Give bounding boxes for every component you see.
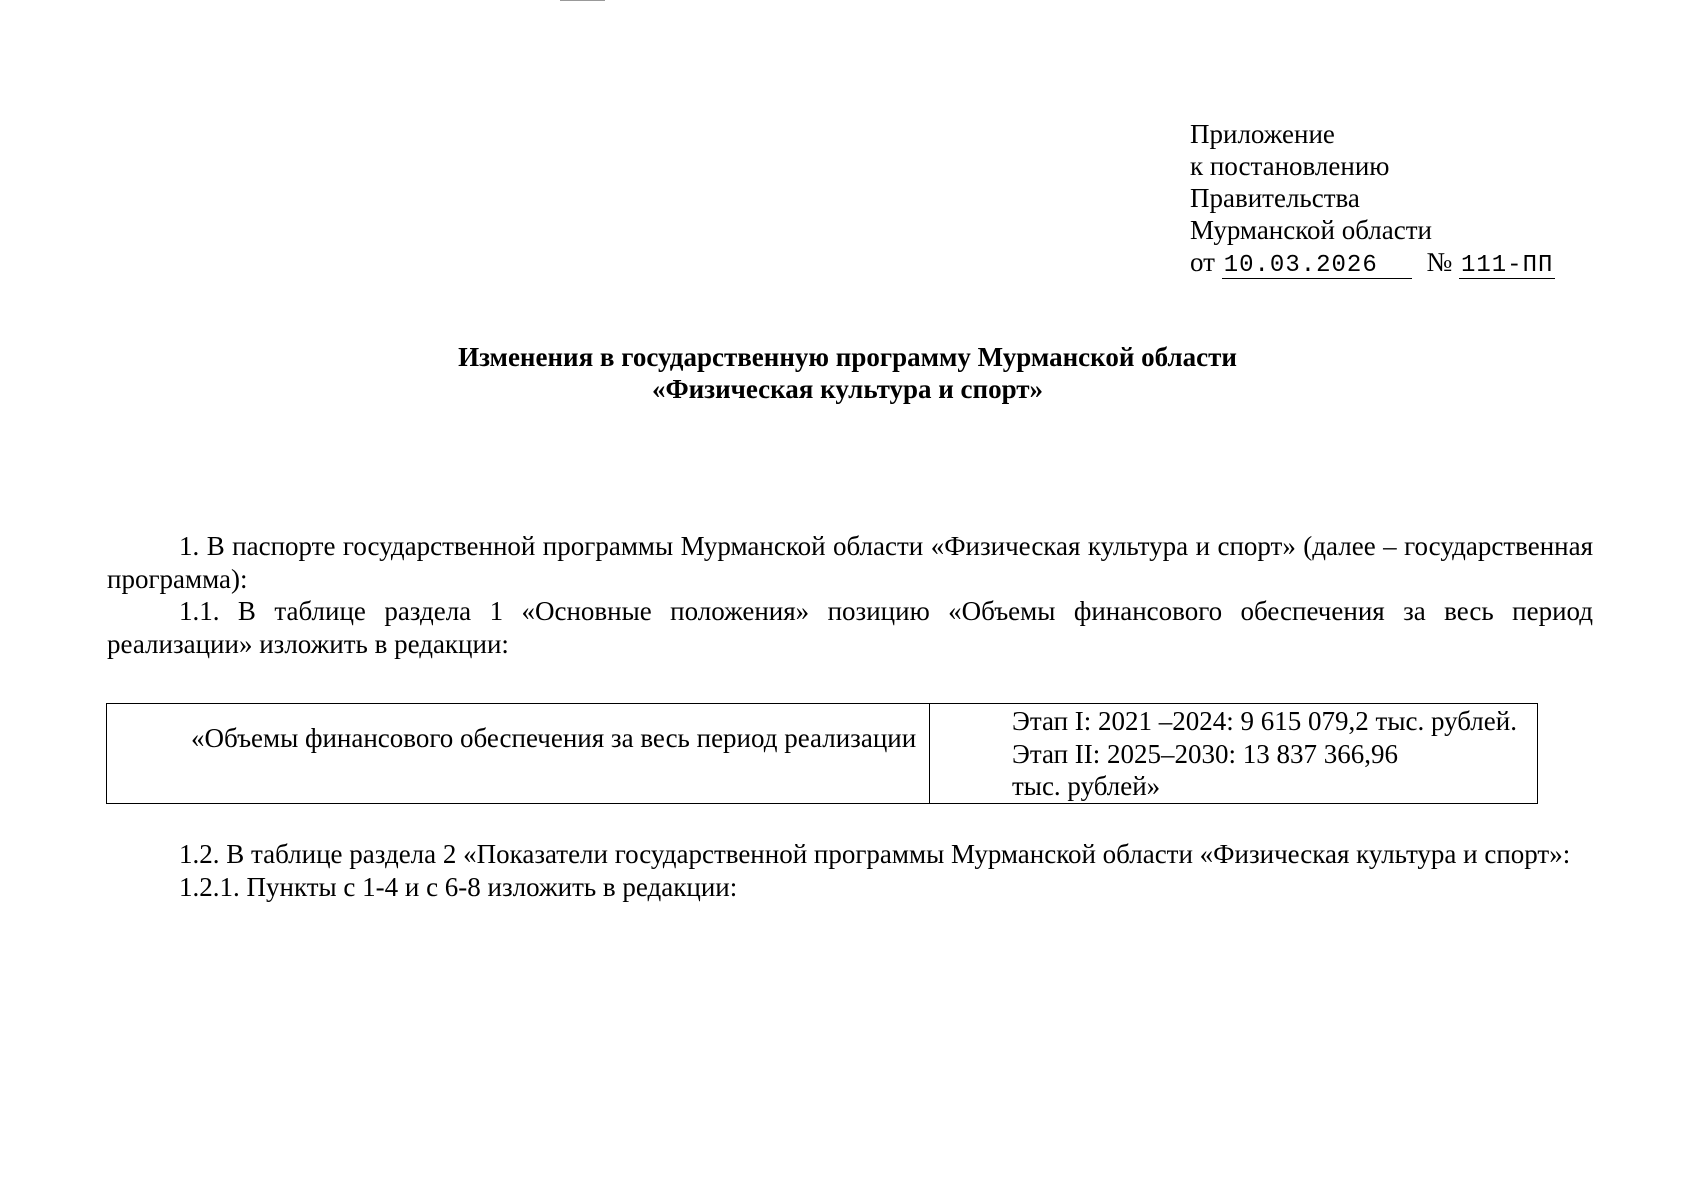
appendix-line-4: Мурманской области <box>1190 215 1432 245</box>
document-number: 111-ПП <box>1460 252 1554 279</box>
appendix-line-2: к постановлению <box>1190 151 1390 181</box>
appendix-block <box>1190 118 1555 279</box>
financing-label: «Объемы финансового обеспечения за весь период реализации <box>191 723 917 753</box>
stage-1-line: Этап I: 2021 –2024: 9 615 079,2 тыс. рублей. <box>1012 706 1517 736</box>
table-cell-values <box>930 704 1538 804</box>
title-line-1: Изменения в государственную программу Мурманской области <box>458 342 1237 372</box>
table-cell-label <box>107 704 930 804</box>
paragraph-1-2-1: 1.2.1. Пункты с 1-4 и с 6-8 изложить в редакции: <box>179 871 738 902</box>
table-row <box>107 704 1538 804</box>
date-prefix: от <box>1190 247 1215 277</box>
appendix-line-1: Приложение <box>1190 119 1335 149</box>
top-scan-mark <box>560 0 605 1</box>
paragraph-1-1: 1.1. В таблице раздела 1 «Основные положения» позицию «Объемы финансового обеспечения за весь период реализации» изложить в редакции: <box>107 596 1593 659</box>
paragraph-1: 1. В паспорте государственной программы Мурманской области «Физическая культура и спорт» (далее – государственная программа): <box>107 531 1593 594</box>
stage-2-line: Этап II: 2025–2030: 13 837 366,96 <box>1012 738 1399 769</box>
section-2-text <box>107 838 1593 903</box>
document-date: 10.03.2026 <box>1222 254 1412 279</box>
title-line-2: «Физическая культура и спорт» <box>651 374 1044 404</box>
financing-table <box>106 703 1538 804</box>
appendix-date-line <box>1190 246 1555 279</box>
section-1-text <box>107 530 1593 660</box>
appendix-line-3: Правительства <box>1190 183 1360 213</box>
document-title <box>0 341 1695 405</box>
number-prefix: № <box>1426 247 1453 277</box>
paragraph-1-2: 1.2. В таблице раздела 2 «Показатели государственной программы Мурманской области «Физическая культура и спорт»: <box>179 839 1571 869</box>
stage-2-unit-line: тыс. рублей» <box>1012 771 1161 801</box>
